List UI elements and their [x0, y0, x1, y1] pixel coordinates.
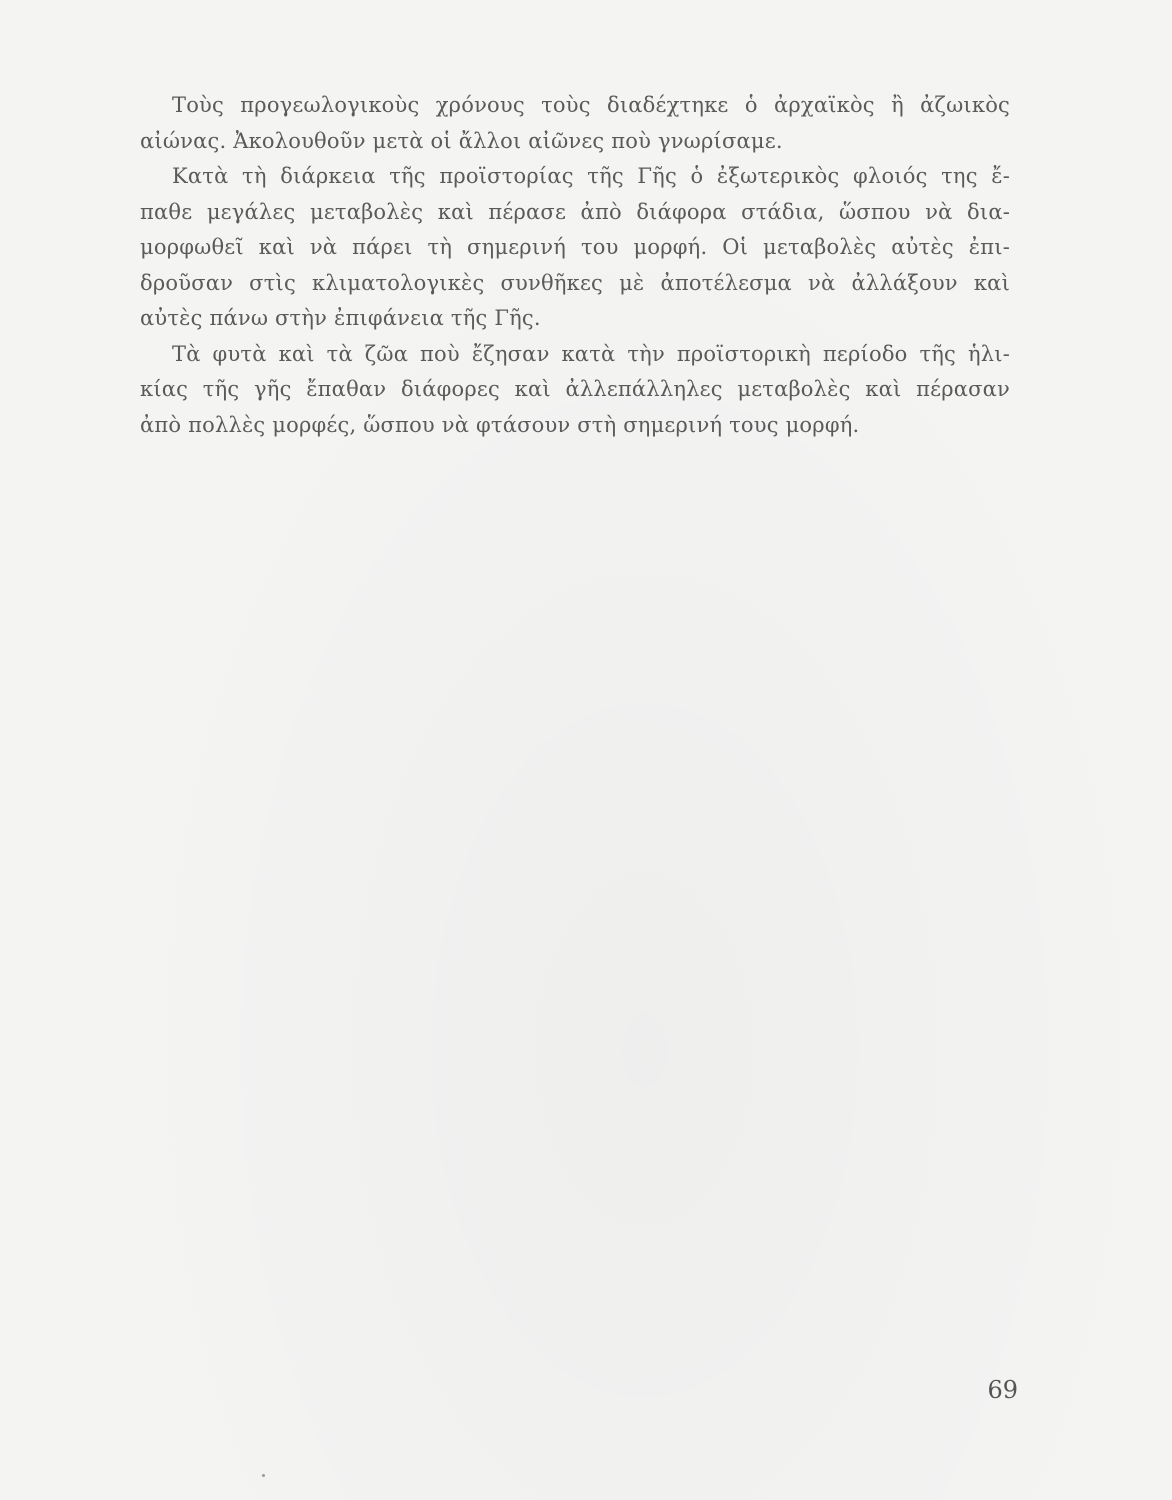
- page-number: 69: [987, 1376, 1018, 1404]
- text-line: αἰώνας. Ἀκολουθοῦν μετὰ οἱ ἄλλοι αἰῶνες ποὺ γνωρίσαμε.: [140, 128, 783, 153]
- text-line: μορφωθεῖ καὶ νὰ πάρει τὴ σημερινή του μορφή. Οἱ μεταβολὲς αὐτὲς ἐπι-: [140, 235, 1010, 259]
- text-line: Τὰ φυτὰ καὶ τὰ ζῶα ποὺ ἔζησαν κατὰ τὴν προϊστορικὴ περίοδο τῆς ἡλι-: [172, 341, 1010, 366]
- text-line: ἀπὸ πολλὲς μορφές, ὥσπου νὰ φτάσουν στὴ σημερινή τους μορφή.: [140, 412, 860, 437]
- text-line: παθε μεγάλες μεταβολὲς καὶ πέρασε ἀπὸ διάφορα στάδια, ὥσπου νὰ δια-: [140, 199, 1010, 224]
- text-line: Κατὰ τὴ διάρκεια τῆς προϊστορίας τῆς Γῆς ὁ ἐξωτερικὸς φλοιός της ἔ-: [172, 164, 1010, 188]
- body-text: [140, 88, 1010, 443]
- text-line: κίας τῆς γῆς ἔπαθαν διάφορες καὶ ἀλλεπάλληλες μεταβολὲς καὶ πέρασαν: [140, 377, 1010, 401]
- text-line: αὐτὲς πάνω στὴν ἐπιφάνεια τῆς Γῆς.: [140, 306, 541, 330]
- text-line: Τοὺς προγεωλογικοὺς χρόνους τοὺς διαδέχτηκε ὁ ἀρχαϊκὸς ἢ ἀζωικὸς: [172, 93, 1010, 117]
- scan-speck: [262, 1474, 265, 1477]
- text-line: δροῦσαν στὶς κλιματολογικὲς συνθῆκες μὲ ἀποτέλεσμα νὰ ἀλλάξουν καὶ: [140, 270, 1010, 295]
